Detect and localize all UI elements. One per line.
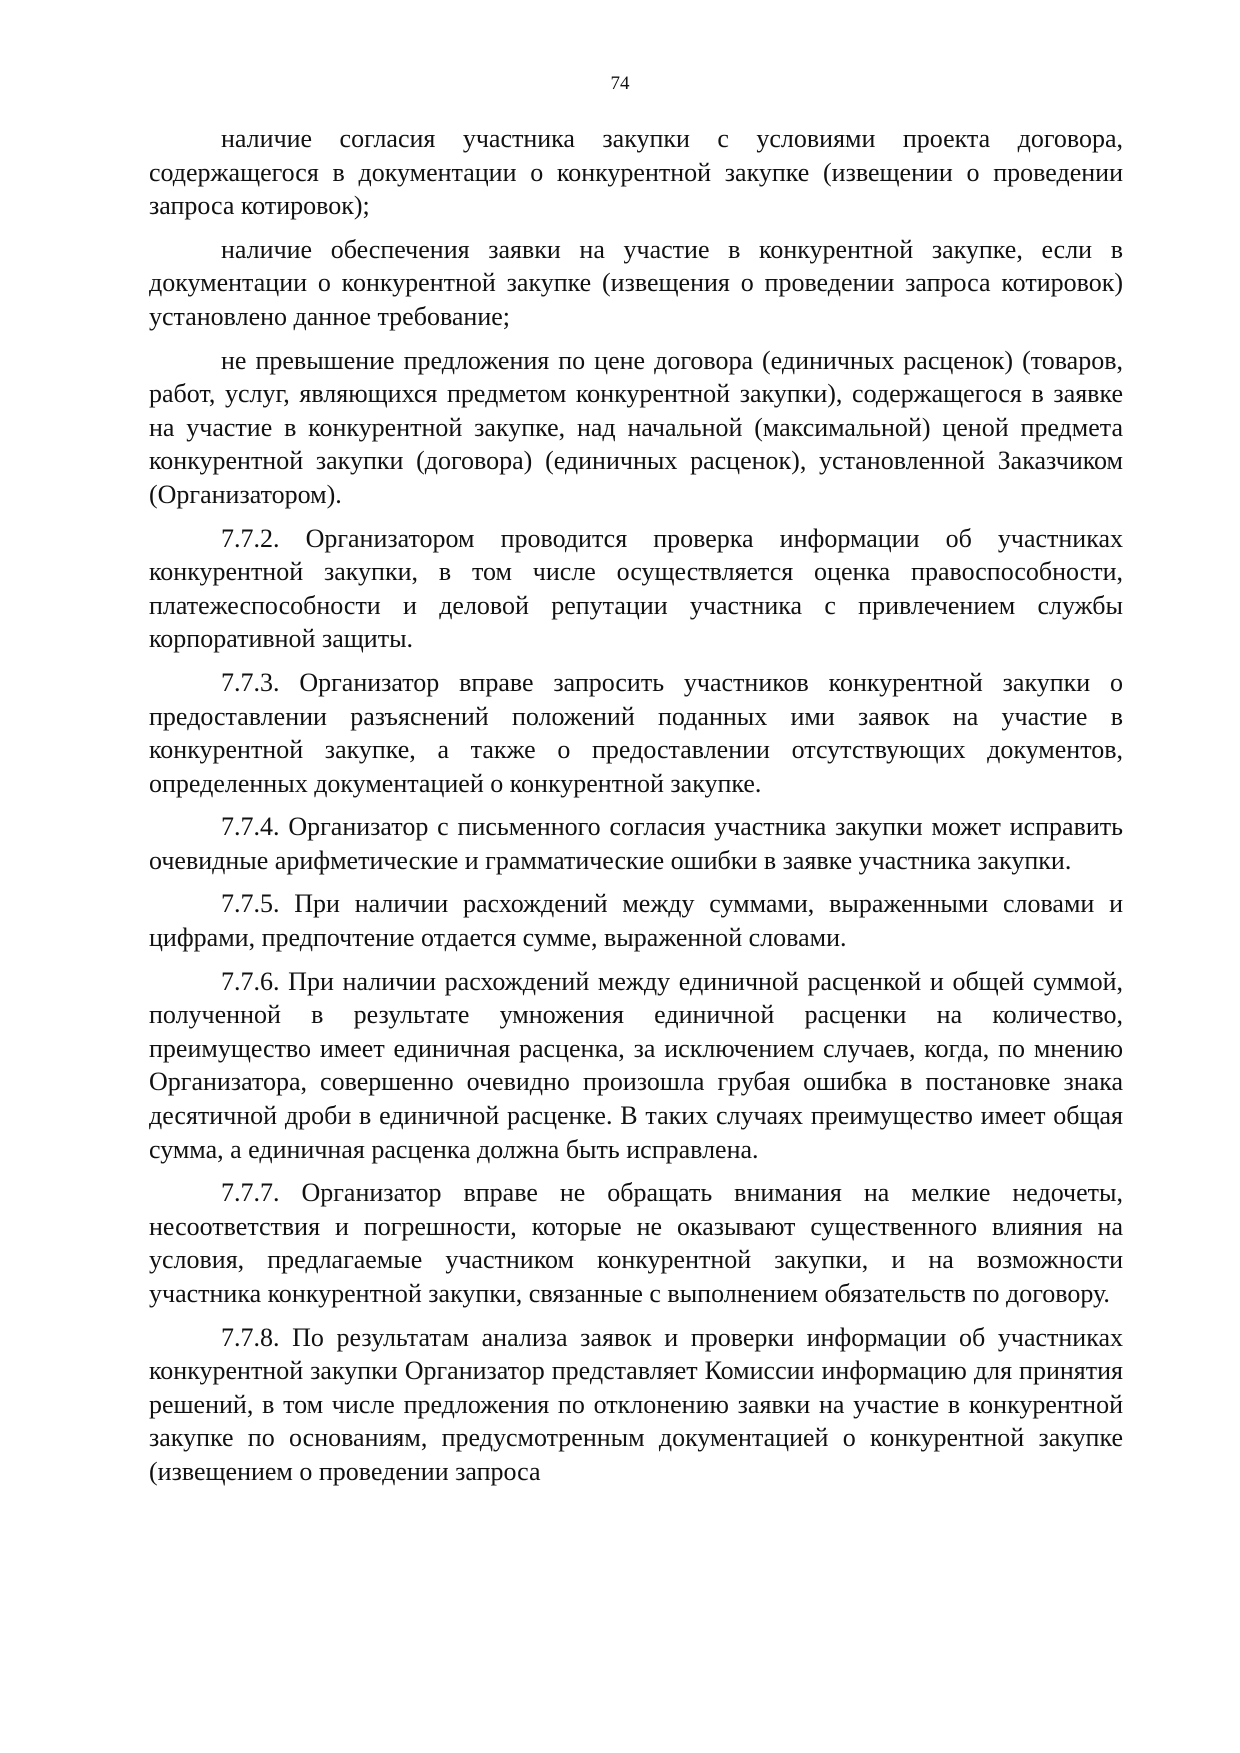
paragraph-7-7-7: 7.7.7. Организатор вправе не обращать внимания на мелкие недочеты, несоответствия и погрешности, которые не оказывают существенного влияния на условия, предлагаемые участником конкурентной закупки, и на возможности участника конкурентной закупки, связанные с выполнением обязательств по договору. — [149, 1178, 1123, 1308]
page-number: 74 — [610, 73, 630, 94]
paragraph-7-7-6: 7.7.6. При наличии расхождений между единичной расценкой и общей суммой, полученной в результате умножения единичной расценки на количество, преимущество имеет единичная расценка, за исключением случаев, когда, по мнению Организатора, совершенно очевидно произошла грубая ошибка в постановке знака десятичной дроби в единичной расценке. В таких случаях преимущество имеет общая сумма, а единичная расценка должна быть исправлена. — [149, 966, 1123, 1164]
document-body — [149, 122, 1123, 1499]
paragraph-bid-security-condition: наличие обеспечения заявки на участие в конкурентной закупке, если в документации о конкурентной закупке (извещения о проведении запроса котировок) установлено данное требование; — [149, 234, 1123, 331]
paragraph-7-7-2: 7.7.2. Организатором проводится проверка информации об участниках конкурентной закупки, в том числе осуществляется оценка правоспособности, платежеспособности и деловой репутации участника с привлечением службы корпоративной защиты. — [149, 523, 1123, 654]
paragraph-consent-condition: наличие согласия участника закупки с условиями проекта договора, содержащегося в документации о конкурентной закупке (извещении о проведении запроса котировок); — [149, 124, 1123, 221]
paragraph-7-7-8: 7.7.8. По результатам анализа заявок и проверки информации об участниках конкурентной закупки Организатор представляет Комиссии информацию для принятия решений, в том числе предложения по отклонению заявки на участие в конкурентной закупке по основаниям, предусмотренным документацией о конкурентной закупке (извещением о проведении запроса — [149, 1322, 1123, 1486]
paragraph-7-7-3: 7.7.3. Организатор вправе запросить участников конкурентной закупки о предоставлении разъяснений положений поданных ими заявок на участие в конкурентной закупке, а также о предоставлении отсутствующих документов, определенных документацией о конкурентной закупке. — [149, 667, 1123, 798]
paragraph-price-not-exceeding-condition: не превышение предложения по цене договора (единичных расценок) (товаров, работ, услуг, являющихся предметом конкурентной закупки), содержащегося в заявке на участие в конкурентной закупке, над начальной (максимальной) ценой предмета конкурентной закупки (договора) (единичных расценок), установленной Заказчиком (Организатором). — [149, 345, 1123, 509]
paragraph-7-7-5: 7.7.5. При наличии расхождений между суммами, выраженными словами и цифрами, предпочтение отдается сумме, выраженной словами. — [149, 889, 1123, 953]
paragraph-7-7-4: 7.7.4. Организатор с письменного согласия участника закупки может исправить очевидные арифметические и грамматические ошибки в заявке участника закупки. — [149, 812, 1123, 875]
